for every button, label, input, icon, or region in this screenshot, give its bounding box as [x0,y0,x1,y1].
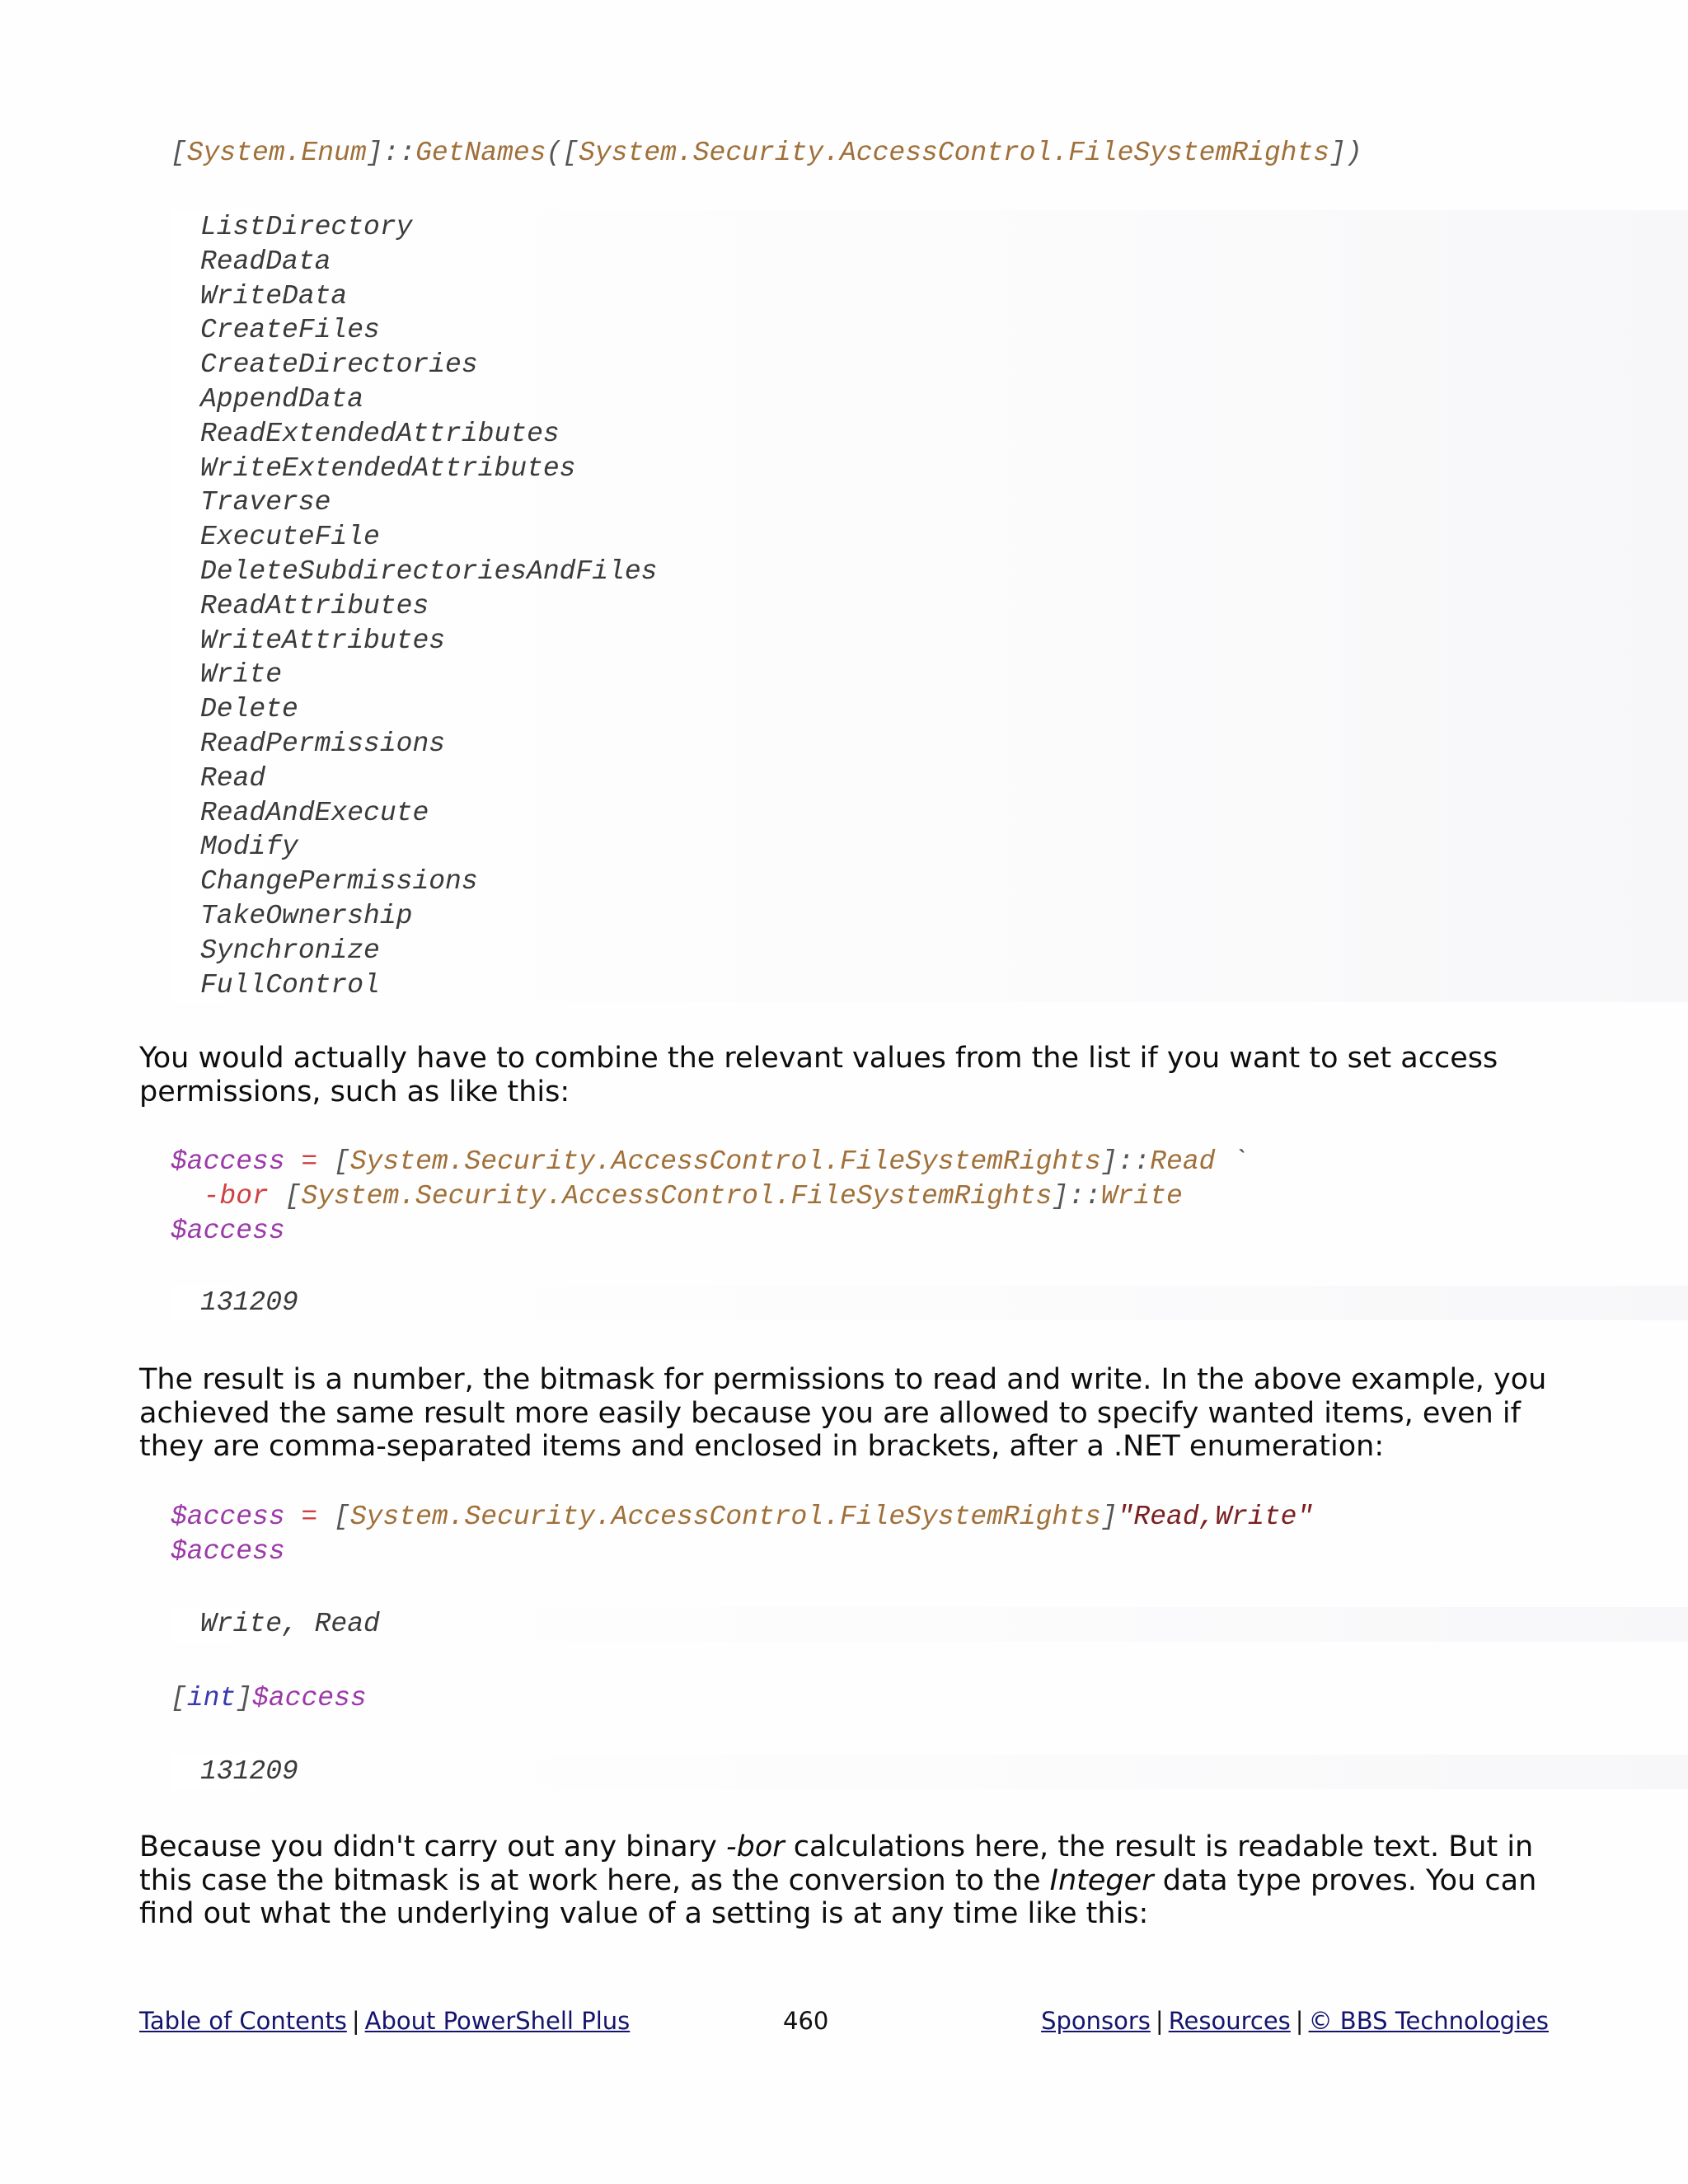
output-line: Delete [200,694,298,725]
sponsors-link[interactable]: Sponsors [1041,2007,1151,2035]
code-token: Write [1100,1181,1183,1212]
code-token: System.Security.AccessControl.FileSystemRights [579,138,1330,168]
text-run: data type proves. You can find out what the underlying value of a setting is at any time like this: [139,1863,1537,1930]
output-line: ListDirectory [200,212,413,242]
output-line: CreateDirectories [200,349,478,381]
output-line: TakeOwnership [200,900,413,931]
code-token: $access [171,1146,285,1177]
code-line-bor [171,1179,1183,1214]
code-token: int [186,1683,237,1713]
code-token: [ [171,1683,187,1713]
code-token: $access [252,1683,367,1713]
code-line-int-cast [171,1681,367,1716]
output-block-int [171,1755,1688,1789]
output-line: Modify [200,832,298,863]
code-token: = [284,1502,335,1532]
code-token: $access [171,1536,285,1567]
output-line: ReadExtendedAttributes [200,418,560,449]
code-token: System.Security.AccessControl.FileSystemRights [301,1181,1053,1212]
code-token: Read [1150,1146,1216,1177]
output-line: DeleteSubdirectoriesAndFiles [200,555,658,587]
code-token: ]:: [366,138,416,168]
code-token: $access [171,1216,285,1246]
text-emphasis: -bor [725,1830,785,1863]
separator: | [1295,2007,1304,2035]
code-token: [ [334,1146,350,1177]
code-token: ] [1100,1502,1118,1532]
code-token: "Read,Write" [1117,1502,1314,1532]
output-block-write-read [171,1607,1688,1642]
footer-left-links [139,2003,630,2039]
output-line: Synchronize [200,935,380,966]
code-token: ([ [546,138,579,168]
code-token: $access [171,1502,285,1532]
output-line: FullControl [200,969,380,1001]
footer-right-links [1041,2003,1549,2039]
code-token: [ [171,138,187,168]
code-token: System.Enum [186,138,367,168]
table-of-contents-link[interactable]: Table of Contents [139,2007,347,2035]
output-line: AppendData [200,383,364,415]
output-line: 131209 [200,1287,298,1318]
code-token: ] [236,1683,253,1713]
output-block-enum-names [171,210,1688,1002]
output-line: WriteExtendedAttributes [200,452,576,484]
page-number: 460 [783,2007,829,2035]
output-line: 131209 [200,1756,298,1787]
code-token: System.Security.AccessControl.FileSystemRights [349,1502,1101,1532]
code-line-access [171,1214,285,1249]
text-emphasis: Integer [1049,1863,1154,1897]
code-token: ]:: [1052,1181,1101,1212]
code-line-access-string [171,1500,1313,1535]
page-footer [139,2003,1549,2039]
separator: | [1155,2007,1164,2035]
output-line: Traverse [200,487,331,518]
code-token: GetNames [415,138,546,168]
output-block-bitmask [171,1286,1688,1320]
code-token: [ [334,1502,350,1532]
code-line-access-assign [171,1145,1248,1179]
output-line: ExecuteFile [200,522,380,553]
paragraph-text [139,1830,1557,1931]
paragraph-bitmask-result [139,1363,1557,1464]
code-token: = [284,1146,335,1177]
resources-link[interactable]: Resources [1168,2007,1291,2035]
code-token: System.Security.AccessControl.FileSystemRights [349,1146,1101,1177]
output-line: ReadPermissions [200,728,446,759]
output-line: Read [200,762,266,794]
about-powershell-plus-link[interactable]: About PowerShell Plus [364,2007,631,2035]
code-token: ` [1215,1146,1249,1177]
text-run: Because you didn't carry out any binary [139,1830,726,1863]
code-token: ]:: [1100,1146,1151,1177]
code-token: -bor [171,1181,269,1212]
code-token: [ [268,1181,302,1212]
output-line: WriteAttributes [200,625,446,656]
output-line: Write [200,659,283,691]
paragraph-text: You would actually have to combine the relevant values from the list if you want to set access permissions, such as like this: [139,1042,1498,1108]
output-line: ReadData [200,246,331,277]
output-line: ReadAttributes [200,590,429,621]
paragraph-combine-values [139,1042,1557,1108]
output-line: Write, Read [200,1609,380,1639]
paragraph-readable-text [139,1830,1557,1931]
separator: | [351,2007,360,2035]
output-line: ChangePermissions [200,866,478,898]
output-line: CreateFiles [200,315,380,346]
text-run: calculations here, the result is readable text. But in this case the bitmask is at work here, as the conversion to the [139,1830,1534,1897]
code-line-access [171,1535,285,1569]
code-line-getnames [171,136,1362,171]
paragraph-text: The result is a number, the bitmask for permissions to read and write. In the above example, you achieved the same result more easily because you are allowed to specify wanted items, even if they are comma-separated items and enclosed in brackets, after a .NET enumeration: [139,1363,1547,1463]
code-token: ]) [1329,138,1362,168]
output-line: WriteData [200,280,348,312]
output-line: ReadAndExecute [200,797,429,828]
bbs-technologies-link[interactable]: © BBS Technologies [1308,2007,1549,2035]
